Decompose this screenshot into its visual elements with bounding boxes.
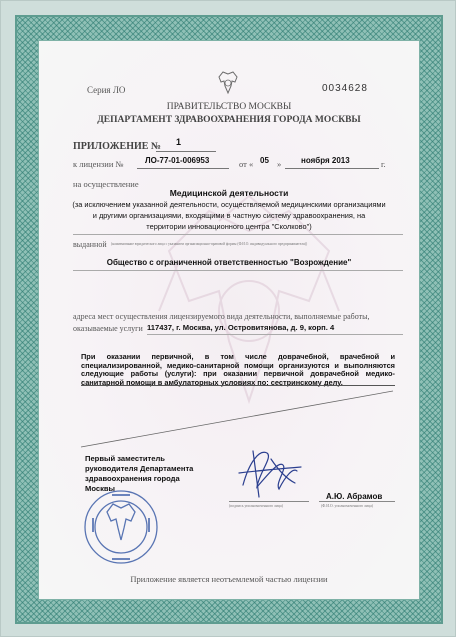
header-department: ДЕПАРТАМЕНТ ЗДРАВООХРАНЕНИЯ ГОРОДА МОСКВЫ xyxy=(97,115,361,125)
signatory-title-4: Москвы xyxy=(85,484,116,493)
signature-line xyxy=(229,501,309,502)
name-hint: (Ф.И.О. уполномоченного лица) xyxy=(321,504,374,508)
coat-of-arms-icon xyxy=(217,71,239,95)
organization-line xyxy=(73,270,403,271)
signatory-title-1: Первый заместитель xyxy=(85,454,165,463)
activity-detail-1: (за исключением указанной деятельности, осуществляемой медицинскими организациями xyxy=(72,200,386,209)
blank-space-strike-line xyxy=(77,389,397,451)
issued-hint: (наименование юридического лица с указанием организационно-правовой формы (Ф.И.О. индивидуального предпринимателя)) xyxy=(111,242,308,246)
license-day: 05 xyxy=(260,156,269,165)
issued-label: выданной xyxy=(73,240,107,249)
address-heading: адреса мест осуществления лицензируемого вида деятельности, выполняемые работы, xyxy=(73,312,370,321)
license-day-close: » xyxy=(277,159,282,169)
services-description: При оказании первичной, в том числе доврачебной, врачебной и специализированной, медико-санитарной помощи организуются и выполняются следующие работы (услуги): при оказании первичной доврачебной медико-санитарной помощи в амбулаторных условиях по: сестринскому делу. xyxy=(81,352,395,388)
document-number: 0034628 xyxy=(322,83,368,94)
activity-title: Медицинской деятельности xyxy=(169,188,289,198)
license-year-suffix: г. xyxy=(381,159,386,169)
series-label: Серия ЛО xyxy=(87,85,126,95)
services-underline xyxy=(81,385,395,386)
license-number-line xyxy=(137,168,229,169)
appendix-number-line xyxy=(156,151,216,152)
appendix-label: ПРИЛОЖЕНИЕ № xyxy=(73,141,161,152)
signatory-title-2: руководителя Департамента xyxy=(85,464,194,473)
name-line xyxy=(319,501,395,502)
footer-note: Приложение является неотъемлемой частью лицензии xyxy=(130,574,328,584)
address-value: 117437, г. Москва, ул. Островитянова, д. 9, корп. 4 xyxy=(147,323,335,332)
signatory-name: А.Ю. Абрамов xyxy=(326,492,383,501)
header-government: ПРАВИТЕЛЬСТВО МОСКВЫ xyxy=(166,102,292,112)
activity-detail-3: территории инновационного центра "Сколково") xyxy=(146,222,312,231)
appendix-number: 1 xyxy=(176,137,182,147)
activity-prefix: на осуществление xyxy=(73,179,139,189)
address-line xyxy=(147,334,403,335)
activity-detail-2: и другими организациями, входящими в частную систему здравоохранения, на xyxy=(92,211,366,220)
signature-image xyxy=(229,443,309,503)
issued-organization: Общество с ограниченной ответственностью "Возрождение" xyxy=(106,258,352,267)
address-label: оказываемые услуги xyxy=(73,324,143,333)
signatory-title-3: здравоохранения города xyxy=(85,474,180,483)
license-appendix-document xyxy=(39,41,419,599)
license-number: ЛО-77-01-006953 xyxy=(145,156,210,165)
signature-hint: (подпись уполномоченного лица) xyxy=(229,504,283,508)
license-prefix: к лицензии № xyxy=(73,159,124,169)
license-from-label: от « xyxy=(239,159,254,169)
license-month-year: ноября 2013 xyxy=(301,156,350,165)
activity-line xyxy=(73,234,403,235)
license-date-line xyxy=(285,168,379,169)
